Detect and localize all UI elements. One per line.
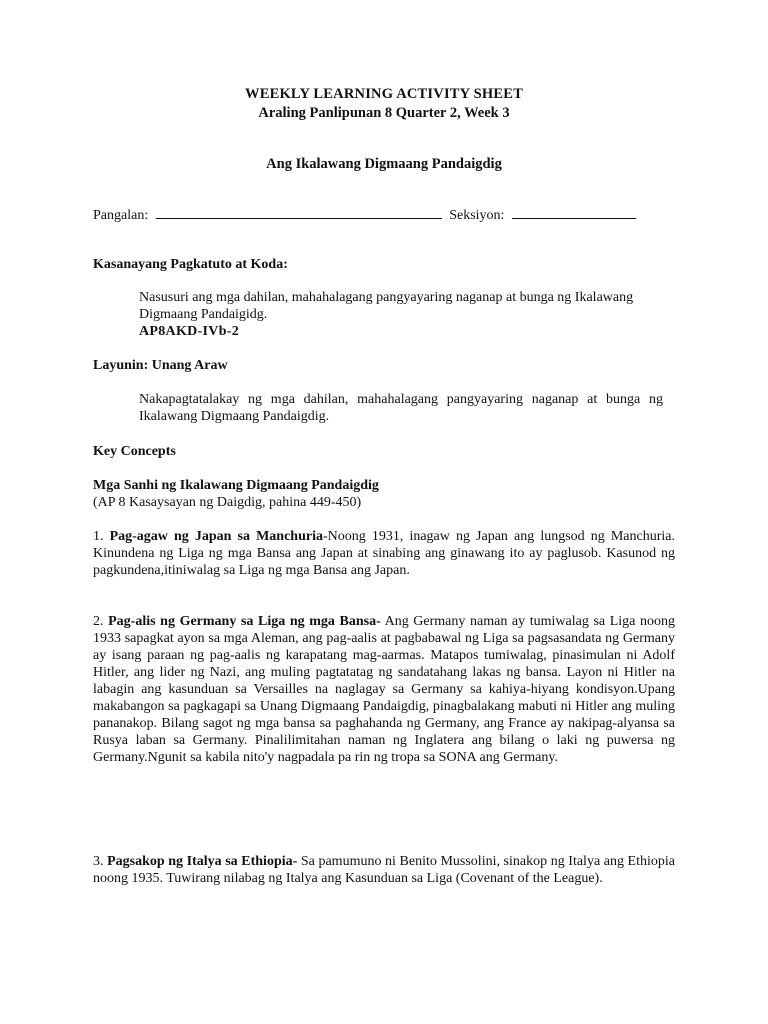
section-blank[interactable] — [512, 206, 636, 219]
item-label: Pag-agaw ng Japan sa Manchuria — [109, 529, 323, 544]
sheet-title: WEEKLY LEARNING ACTIVITY SHEET — [245, 86, 523, 102]
section-label: Seksiyon: — [449, 208, 505, 223]
name-row — [93, 206, 636, 224]
cause-item-1 — [93, 528, 675, 579]
competency-text: Nasusuri ang mga dahilan, mahahalagang pangyayaring naganap at bunga ng Ikalawang Digmaang Pandaigidg. — [139, 290, 634, 322]
cause-item-2 — [93, 613, 675, 766]
key-concepts-heading: Key Concepts — [93, 444, 176, 459]
item-label: Pag-alis ng Germany sa Liga ng mga Bansa- — [108, 614, 381, 629]
lesson-topic: Ang Ikalawang Digmaang Pandaigdig — [266, 156, 502, 172]
item-text: -Noong 1931, inagaw ng Japan ang lungsod ng Manchuria. Kinundena ng Liga ng mga Bansa ang Japan at sinabing ang ginawang ito ay paglusob. Kasunod ng pagkundena,itiniwalag sa Liga ng mga Bansa ang Japan. — [93, 529, 675, 578]
objective-text: Nakapagtatalakay ng mga dahilan, mahahalagang pangyayaring naganap at bunga ng Ikalawang Digmaang Pandaigdig. — [139, 392, 663, 424]
sheet-subtitle: Araling Panlipunan 8 Quarter 2, Week 3 — [258, 105, 510, 121]
name-label: Pangalan: — [93, 208, 149, 223]
item-text: Sa pamumuno ni Benito Mussolini, sinakop ng Italya ang Ethiopia noong 1935. Tuwirang nilabag ng Italya ang Kasunduan sa Liga (Covenant of the League). — [93, 854, 675, 886]
item-label: Pagsakop ng Italya sa Ethiopia- — [107, 854, 298, 869]
name-blank[interactable] — [156, 206, 442, 219]
competency-code: AP8AKD-IVb-2 — [139, 324, 240, 339]
textbook-reference: (AP 8 Kasaysayan ng Daigdig, pahina 449-450) — [93, 495, 362, 510]
causes-heading: Mga Sanhi ng Ikalawang Digmaang Pandaigdig — [93, 478, 379, 493]
competency-heading: Kasanayang Pagkatuto at Koda: — [93, 257, 288, 272]
item-text: Ang Germany naman ay tumiwalag sa Liga noong 1933 sapagkat ayon sa mga Aleman, ang pag-aalis at pagbabawal ng Liga sa pagsasandata ng Germany ay isang paraan ng pag-aalis ng karapatang mag-aarmas. Matapos tumiwalag, pinasimulan ni Adolf Hitler, ang lider ng Nazi, ang muling pagtatatag ng sandatahang lakas ng bansa. Layon ni Hitler na labagin ang kasunduan sa Versailles na naglagay sa Germany sa kahiya-hiyang kondisyon.Upang makabangon sa pagkagapi sa Unang Digmaang Pandaigdig, pinagbalakang mabuti ni Hitler ang muling pananakop. Bilang sagot ng mga bansa sa paghahanda ng Germany, ang France ay nakipag-alyansa sa Rusya laban sa Germany. Pinalilimitahan naman ng Inglatera ang bilang o laki ng puwersa ng Germany.Ngunit sa kabila nito'y nagpadala pa rin ng tropa sa SONA ang Germany. — [93, 614, 676, 765]
item-number: 1. — [93, 529, 104, 544]
cause-item-3 — [93, 853, 675, 887]
objective-heading: Layunin: Unang Araw — [93, 358, 228, 373]
item-number: 3. — [93, 854, 104, 869]
item-number: 2. — [93, 614, 104, 629]
